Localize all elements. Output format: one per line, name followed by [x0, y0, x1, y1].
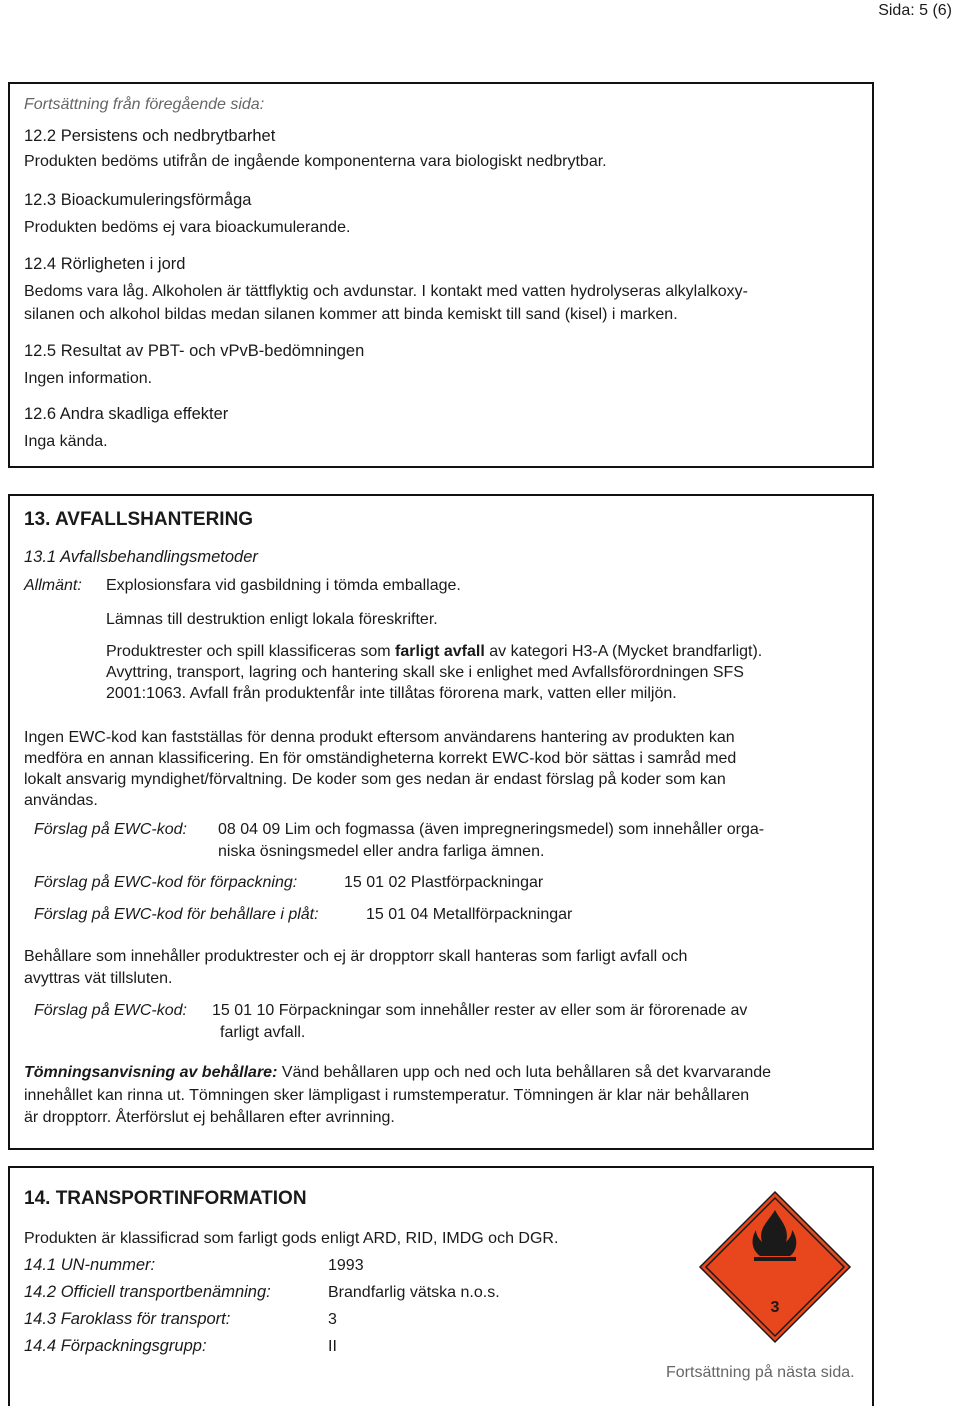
heading-12-3: 12.3 Bioackumuleringsförmåga — [24, 191, 252, 209]
ewc-para-line3: lokalt ansvarig myndighet/förvaltning. De koder som ges nedan är endast förslag på koder som kan — [24, 771, 726, 788]
ewc-para-line4: användas. — [24, 792, 98, 809]
ewc-para-line2: medföra en annan klassificering. En för omständigheterna korrekt EWC-kod bör sättas i samråd med — [24, 750, 737, 767]
row-value-hazard-class: 3 — [328, 1311, 337, 1328]
proposal1-label: Förslag på EWC-kod: — [34, 821, 187, 838]
section-13-box — [8, 494, 874, 1150]
general-line3: Produktrester och spill klassificeras som farligt avfall av kategori H3-A (Mycket brandfarligt). — [106, 643, 763, 660]
general-label: Allmänt: — [24, 577, 82, 594]
hazardous-waste-term: farligt avfall — [394, 643, 485, 660]
emptying-label: Tömningsanvisning av behållare: — [24, 1064, 278, 1081]
section-12-box — [8, 82, 874, 468]
row-label-packing-group: 14.4 Förpackningsgrupp: — [24, 1337, 207, 1355]
text-12-4-line1: Bedoms vara låg. Alkoholen är tättflyktig och avdunstar. I kontakt med vatten hydrolyseras alkylalkoxy- — [24, 283, 748, 300]
text-12-2: Produkten bedöms utifrån de ingående komponenterna vara biologiskt nedbrytbar. — [24, 153, 607, 170]
emptying-line2: innehållet kan rinna ut. Tömningen sker lämpligast i rumstemperatur. Tömningen är klar när behållaren — [24, 1087, 750, 1104]
heading-12-2: 12.2 Persistens och nedbrytbarhet — [24, 127, 276, 145]
container-line1: Behållare som innehåller produktrester och ej är dropptorr skall hanteras som farligt avfall och — [24, 948, 688, 965]
heading-14: 14. TRANSPORTINFORMATION — [24, 1188, 307, 1209]
continued-next-page: Fortsättning på nästa sida. — [666, 1364, 855, 1381]
heading-13: 13. AVFALLSHANTERING — [24, 509, 254, 530]
ewc-para-line1: Ingen EWC-kod kan fastställas för denna produkt eftersom användarens hantering av produkten kan — [24, 729, 735, 746]
proposal1-line2: niska ösningsmedel eller andra farliga ämnen. — [218, 843, 545, 860]
proposal3-value: 15 01 04 Metallförpackningar — [366, 906, 573, 923]
heading-12-4: 12.4 Rörligheten i jord — [24, 255, 186, 273]
hazard-class-number: 3 — [770, 1299, 780, 1316]
row-value-shipping-name: Brandfarlig vätska n.o.s. — [328, 1284, 500, 1301]
text-12-5: Ingen information. — [24, 370, 153, 387]
proposal4-line2: farligt avfall. — [220, 1024, 306, 1041]
container-line2: avyttras vät tillsluten. — [24, 970, 173, 987]
general-line1: Explosionsfara vid gasbildning i tömda emballage. — [106, 577, 461, 594]
general-line4: Avyttring, transport, lagring och hantering skall ske i enlighet med Avfallsförordningen SFS — [106, 664, 744, 681]
proposal2-label: Förslag på EWC-kod för förpackning: — [34, 874, 298, 891]
emptying-line3: är dropptorr. Återförslut ej behållaren efter avrinning. — [24, 1109, 395, 1126]
heading-12-5: 12.5 Resultat av PBT- och vPvB-bedömningen — [24, 342, 365, 360]
section-14-box — [8, 1166, 874, 1406]
page-number: Sida: 5 (6) — [878, 2, 952, 19]
row-label-un-number: 14.1 UN-nummer: — [24, 1256, 156, 1274]
row-label-hazard-class: 14.3 Faroklass för transport: — [24, 1310, 231, 1328]
row-value-packing-group: II — [328, 1338, 337, 1355]
text-12-4-line2: silanen och alkohol bildas medan silanen kommer att binda kemiskt till sand (kisel) i marken. — [24, 306, 678, 323]
proposal2-value: 15 01 02 Plastförpackningar — [344, 874, 544, 891]
general-line2: Lämnas till destruktion enligt lokala föreskrifter. — [106, 611, 438, 628]
text-12-6: Inga kända. — [24, 433, 108, 450]
text-12-3: Produkten bedöms ej vara bioackumulerande. — [24, 219, 351, 236]
proposal4-line1: 15 01 10 Förpackningar som innehåller rester av eller som är förorenade av — [212, 1002, 748, 1019]
row-label-shipping-name: 14.2 Officiell transportbenämning: — [24, 1283, 271, 1301]
transport-intro: Produkten är klassificrad som farligt gods enligt ARD, RID, IMDG och DGR. — [24, 1230, 559, 1247]
emptying-line1: Tömningsanvisning av behållare: Vänd behållaren upp och ned och luta behållaren så det kvarvarande — [24, 1064, 772, 1081]
proposal4-label: Förslag på EWC-kod: — [34, 1002, 187, 1019]
flammable-liquid-hazard-label — [698, 1190, 852, 1344]
proposal1-line1: 08 04 09 Lim och fogmassa (även impregneringsmedel) som innehåller orga- — [218, 821, 765, 838]
heading-13-1: 13.1 Avfallsbehandlingsmetoder — [24, 548, 258, 566]
continued-from-previous: Fortsättning från föregående sida: — [24, 96, 265, 113]
general-line5: 2001:1063. Avfall från produktenfår inte tillåtas förorena mark, vatten eller miljön. — [106, 685, 677, 702]
row-value-un-number: 1993 — [328, 1257, 364, 1274]
heading-12-6: 12.6 Andra skadliga effekter — [24, 405, 229, 423]
proposal3-label: Förslag på EWC-kod för behållare i plåt: — [34, 906, 319, 923]
